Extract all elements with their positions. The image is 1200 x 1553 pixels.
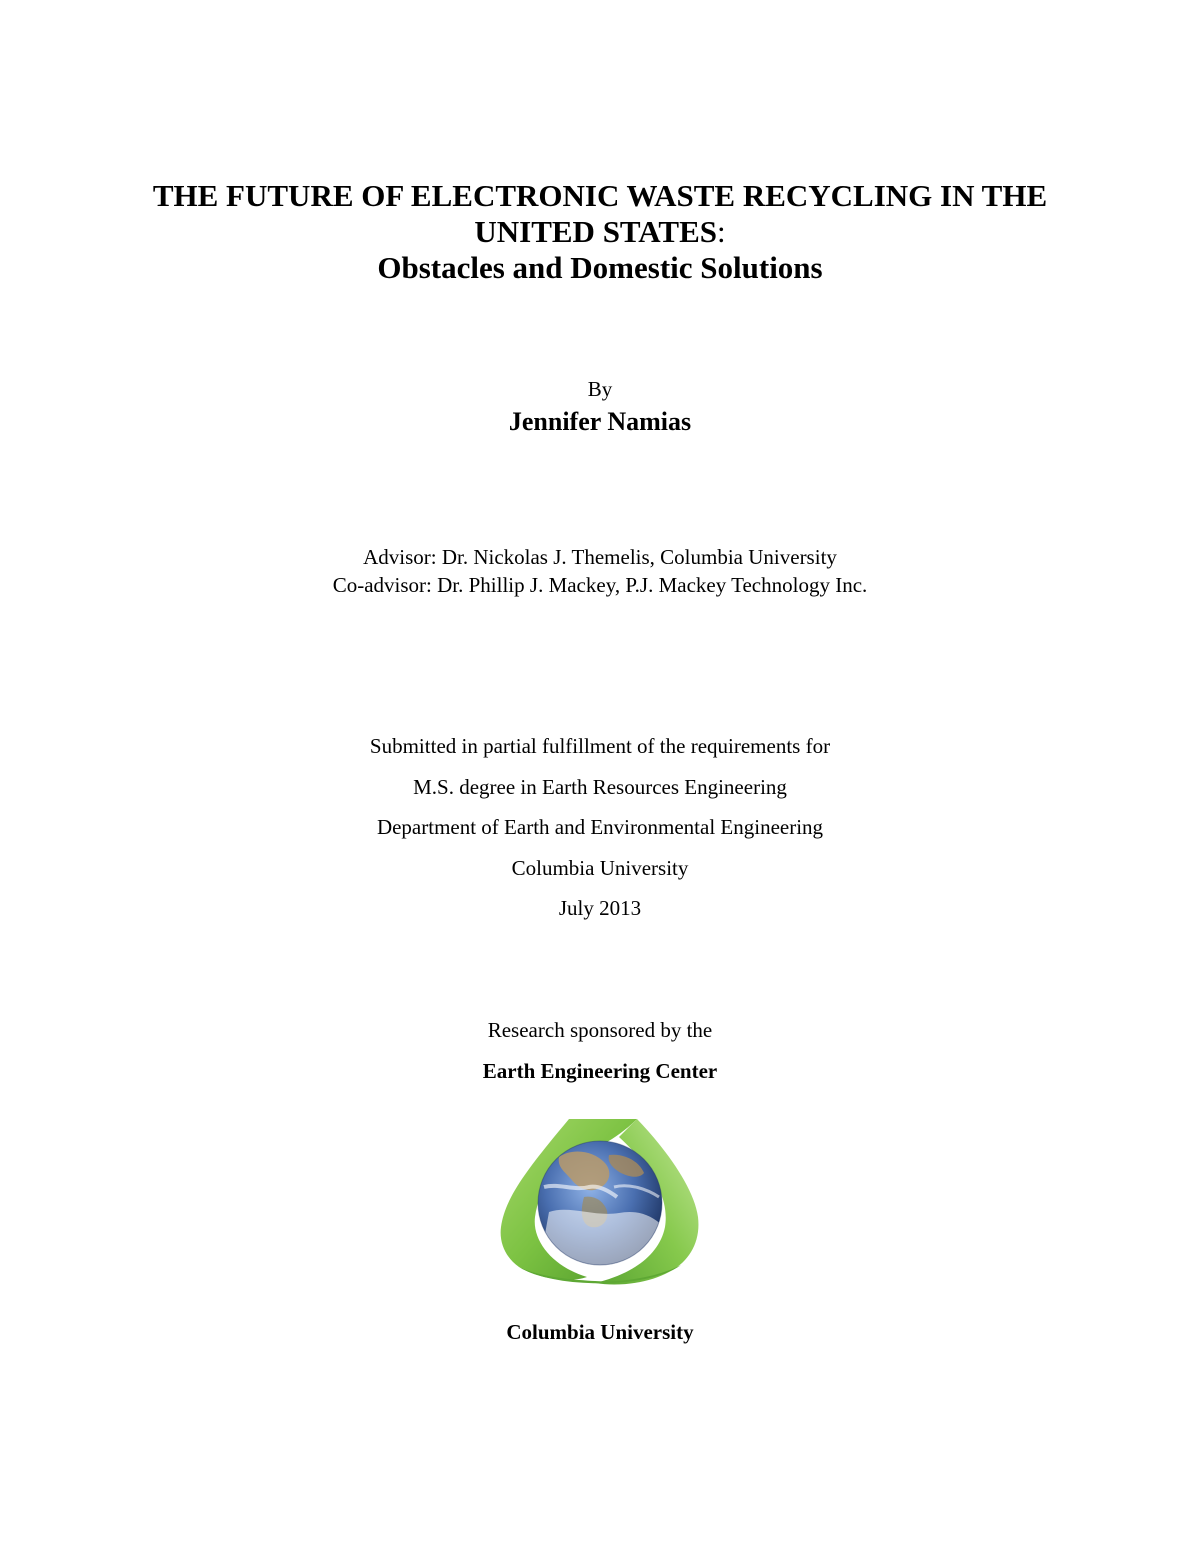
- sponsor: [0, 1016, 1200, 1098]
- submission-line: Submitted in partial fulfillment of the requirements for: [369, 734, 831, 758]
- submission-statement: [0, 732, 1200, 935]
- department-line: Department of Earth and Environmental Engineering: [376, 815, 824, 839]
- byline: [0, 375, 1200, 439]
- title-line-2: [0, 214, 1200, 250]
- author-name: Jennifer Namias: [508, 407, 692, 436]
- sponsor-intro: Research sponsored by the: [487, 1018, 713, 1042]
- advisor-line: Advisor: Dr. Nickolas J. Themelis, Columbia University: [363, 545, 837, 569]
- advisors: [0, 543, 1200, 599]
- date-line: July 2013: [558, 896, 642, 920]
- by-label: By: [587, 377, 613, 401]
- title-line-2-text: UNITED STATES: [474, 214, 717, 249]
- sponsor-organization: Earth Engineering Center: [482, 1059, 718, 1083]
- earth-engineering-center-logo-icon: [499, 1117, 701, 1289]
- thesis-subtitle: Obstacles and Domestic Solutions: [377, 250, 823, 285]
- thesis-title: [0, 178, 1200, 286]
- title-colon: :: [717, 214, 726, 249]
- co-advisor-line: Co-advisor: Dr. Phillip J. Mackey, P.J. Mackey Technology Inc.: [332, 573, 868, 597]
- degree-line: M.S. degree in Earth Resources Engineering: [413, 774, 787, 799]
- title-line-1: THE FUTURE OF ELECTRONIC WASTE RECYCLING IN THE: [152, 178, 1048, 213]
- university-line: Columbia University: [511, 855, 689, 880]
- footer: [0, 1318, 1200, 1346]
- footer-institution: Columbia University: [506, 1320, 694, 1344]
